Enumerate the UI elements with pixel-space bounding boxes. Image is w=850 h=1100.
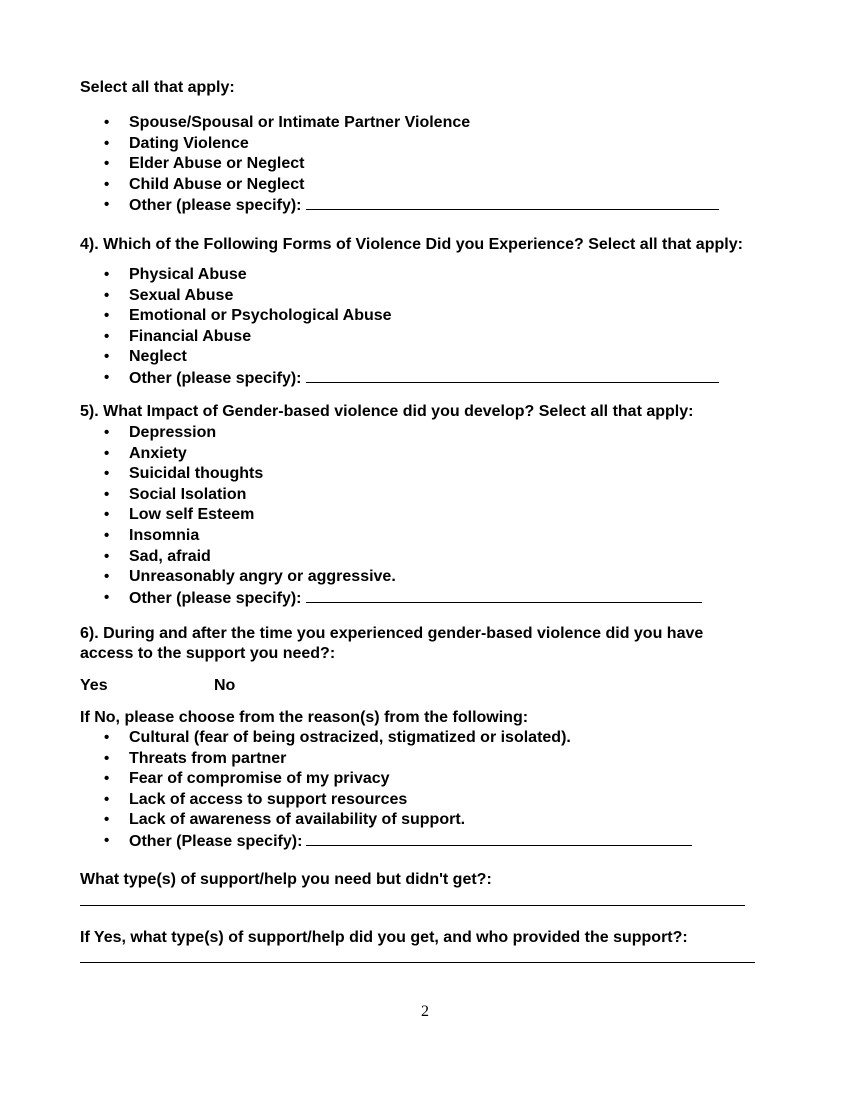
q6-if-no-prompt: If No, please choose from the reason(s) from the following: <box>80 709 529 726</box>
q4-option[interactable]: • Sexual Abuse <box>0 286 719 307</box>
q4-options-list <box>0 265 719 389</box>
q5-prompt: 5). What Impact of Gender-based violence did you develop? Select all that apply: <box>80 403 694 420</box>
q4-option[interactable]: • Financial Abuse <box>0 327 719 348</box>
q6-prompt-line2: access to the support you need?: <box>80 645 336 662</box>
q6-other-fill-line[interactable] <box>306 831 692 846</box>
q6-no-option[interactable]: No <box>214 677 236 694</box>
q3-prompt: Select all that apply: <box>80 79 235 96</box>
q3-option[interactable]: • Spouse/Spousal or Intimate Partner Violence <box>0 113 719 134</box>
q6-received-answer-line[interactable] <box>80 962 755 963</box>
q6-reason-option[interactable]: • Lack of access to support resources <box>0 790 692 811</box>
q6-prompt-line1: 6). During and after the time you experienced gender-based violence did you have <box>80 625 704 642</box>
q3-option[interactable]: • Child Abuse or Neglect <box>0 175 719 196</box>
q4-prompt: 4). Which of the Following Forms of Violence Did you Experience? Select all that apply: <box>80 236 743 253</box>
q4-option-other[interactable]: • Other (please specify): <box>0 368 719 389</box>
q5-other-fill-line[interactable] <box>306 588 702 603</box>
q3-option[interactable]: • Dating Violence <box>0 134 719 155</box>
q6-reason-option[interactable]: • Lack of awareness of availability of support. <box>0 810 692 831</box>
q6-reason-option[interactable]: • Threats from partner <box>0 749 692 770</box>
q5-options-list <box>0 423 702 608</box>
q3-options-list <box>0 113 719 216</box>
q6-reasons-list <box>0 728 692 852</box>
q4-option[interactable]: • Emotional or Psychological Abuse <box>0 306 719 327</box>
q6-received-prompt: If Yes, what type(s) of support/help did you get, and who provided the support?: <box>80 929 688 946</box>
q5-option[interactable]: • Sad, afraid <box>0 547 702 568</box>
q6-yes-option[interactable]: Yes <box>80 677 108 694</box>
q5-option[interactable]: • Social Isolation <box>0 485 702 506</box>
q5-option[interactable]: • Low self Esteem <box>0 505 702 526</box>
q6-needed-answer-line[interactable] <box>80 905 745 906</box>
q6-needed-prompt: What type(s) of support/help you need but didn't get?: <box>80 871 492 888</box>
q5-option[interactable]: • Suicidal thoughts <box>0 464 702 485</box>
q6-reason-option[interactable]: • Cultural (fear of being ostracized, stigmatized or isolated). <box>0 728 692 749</box>
q6-reason-option-other[interactable]: • Other (Please specify): <box>0 831 692 852</box>
q3-other-fill-line[interactable] <box>306 195 719 210</box>
q4-option[interactable]: • Neglect <box>0 347 719 368</box>
q5-option[interactable]: • Anxiety <box>0 444 702 465</box>
q6-reason-option[interactable]: • Fear of compromise of my privacy <box>0 769 692 790</box>
q4-other-fill-line[interactable] <box>306 368 719 383</box>
q3-option-other[interactable]: • Other (please specify): <box>0 195 719 216</box>
page-number: 2 <box>421 1003 429 1020</box>
q5-option[interactable]: • Depression <box>0 423 702 444</box>
q3-option[interactable]: • Elder Abuse or Neglect <box>0 154 719 175</box>
q5-option-other[interactable]: • Other (please specify): <box>0 588 702 609</box>
q5-option[interactable]: • Unreasonably angry or aggressive. <box>0 567 702 588</box>
q4-option[interactable]: • Physical Abuse <box>0 265 719 286</box>
q5-option[interactable]: • Insomnia <box>0 526 702 547</box>
